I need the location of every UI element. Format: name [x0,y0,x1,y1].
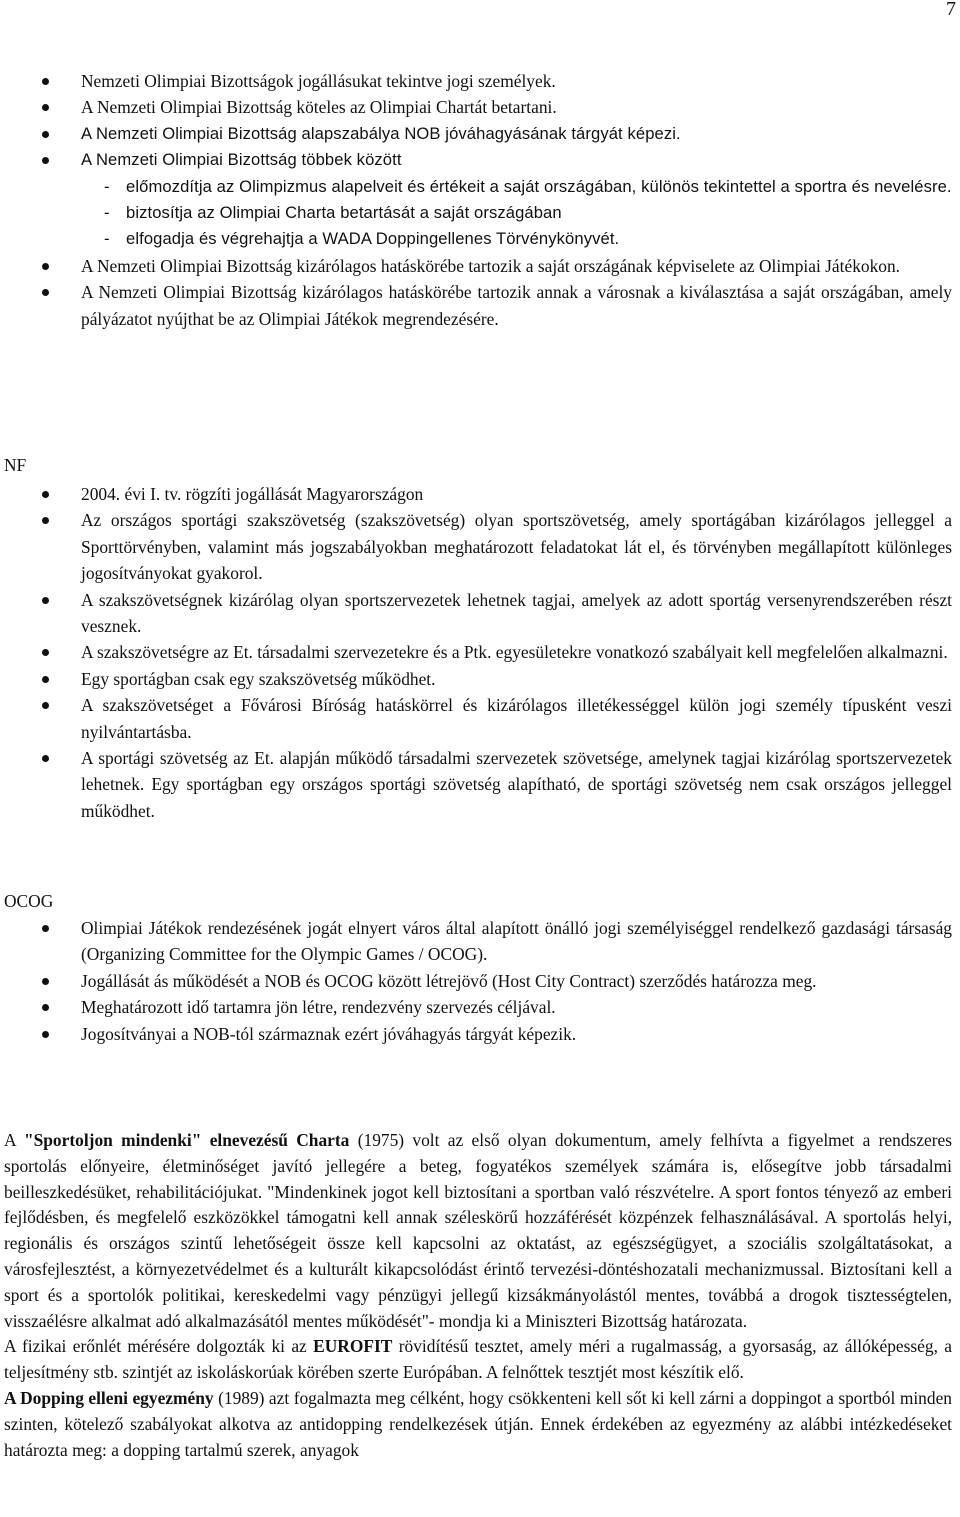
paragraph-bold: EUROFIT [313,1336,393,1357]
dash-marker: - [104,229,110,249]
section-label-nf: NF [4,455,27,475]
paragraph-text: A [4,1130,24,1150]
list-item: A Nemzeti Olimpiai Bizottság többek között [0,147,956,173]
list-item: A szakszövetséget a Fővárosi Bíróság hatáskörrel és kizárólagos illetékességgel külön jogi személy típusként veszi nyilvántartásba. [0,692,956,745]
body-text [0,1128,956,1463]
list-item: A Nemzeti Olimpiai Bizottság kizárólagos hatáskörébe tartozik a saját országának képviselete az Olimpiai Játékokon. [0,253,956,279]
ocog-list [0,915,956,1047]
paragraph-text: (1989) azt fogalmazta meg célként, hogy csökkenteni kell sőt ki kell zárni a doppingot a sportból minden szinten, kötelező szabályokat alkotva az antidopping rendelkezések útján. Ennek érdekében az egyezmény az alábbi intézkedéseket határozta meg: a dopping tartalmú szerek, anyagok [4,1387,952,1460]
paragraph-bold: "Sportoljon mindenki" elnevezésű Charta [23,1130,350,1150]
paragraph-charta [0,1128,956,1334]
list-item: Nemzeti Olimpiai Bizottságok jogállásukat tekintve jogi személyek. [0,68,956,94]
list-item: A szakszövetségnek kizárólag olyan sportszervezetek lehetnek tagjai, amelyek az adott sportág versenyrendszerében részt vesznek. [0,587,956,640]
paragraph-text: A fizikai erőnlét mérésére dolgozták ki az [4,1336,314,1357]
paragraph-dopping [0,1386,956,1463]
list-item: Jogállását ás működését a NOB és OCOG között létrejövő (Host City Contract) szerződés határozza meg. [0,968,956,994]
list-item: 2004. évi I. tv. rögzíti jogállását Magyarországon [0,481,956,507]
list-item: A Nemzeti Olimpiai Bizottság kizárólagos hatáskörébe tartozik annak a városnak a kiválasztása a saját országában, amely pályázatot nyújthat be az Olimpiai Játékok megrendezésére. [0,279,956,332]
dash-marker: - [104,176,110,196]
sub-item [0,174,956,200]
sub-item-text: előmozdítja az Olimpizmus alapelveit és értékeit a saját országában, különös tekintettel a sportra és nevelésre. [126,176,952,196]
paragraph-eurofit [0,1334,956,1386]
nf-list [0,481,956,824]
list-item: Meghatározott idő tartamra jön létre, rendezvény szervezés céljával. [0,994,956,1020]
nob-list-2 [0,253,956,332]
sub-item-text: biztosítja az Olimpiai Charta betartását a saját országában [126,203,562,223]
sub-item-text: elfogadja és végrehajtja a WADA Doppingellenes Törvénykönyvét. [126,229,620,249]
section-label-ocog: OCOG [4,891,54,911]
nob-list [0,68,956,174]
list-item: Az országos sportági szakszövetség (szakszövetség) olyan sportszövetség, amely sportágában kizárólagos jelleggel a Sporttörvényben, valamint más jogszabályokban meghatározott feladatokat lát el, és törvényben megállapított különleges jogosítványokat gyakorol. [0,507,956,586]
paragraph-text: (1975) volt az első olyan dokumentum, amely felhívta a figyelmet a rendszeres sportolás előnyeire, életminőséget javító jellegére a beteg, fogyatékos személyek számára is, elősegítve jobb társadalmi beilleszkedésüket, rehabilitációjukat. "Mindenkinek jogot kell biztosítani a sportban való részvételre. A sport fontos tényező az emberi fejlődésben, és megfelelő eszközökkel támogatni kell annak széleskörű hozzáférését közpénzek felhasználásával. A sportolás helyi, regionális és országos szintű lehetőségeit össze kell kapcsolni az oktatást, az egészségügyet, a szociális szolgáltatásokat, a városfejlesztést, a környezetvédelmet és a kulturált kikapcsolódást érintő tervezési-döntéshozatali mechanizmussal. Biztosítani kell a sport és a sportolók politikai, kereskedelmi vagy pénzügyi jellegű kizsákmányolástól mentes, továbbá a drogok tisztességtelen, visszaélésre alkalmat adó alkalmazásától mentes működését"- mondja ki a Miniszteri Bizottság határozata. [4,1130,953,1331]
list-item: Olimpiai Játékok rendezésének jogát elnyert város által alapított önálló jogi személyiséggel rendelkező gazdasági társaság (Organizing Committee for the Olympic Games / OCOG). [0,915,956,968]
page-number: 7 [946,0,956,20]
paragraph-bold: A Dopping elleni egyezmény [4,1387,214,1408]
nf-section [0,481,956,824]
paragraph-text: rövidítésű tesztet, amely méri a rugalmasság, a gyorsaság, az állóképesség, a teljesítmény stb. szintjét az iskoláskorúak körében szerte Európában. A felnőttek tesztjét most készítik elő. [4,1336,952,1383]
sub-item [0,200,956,226]
nob-section [0,68,956,332]
list-item: Jogosítványai a NOB-tól származnak ezért jóváhagyás tárgyát képezik. [0,1021,956,1047]
list-item: A Nemzeti Olimpiai Bizottság köteles az Olimpiai Chartát betartani. [0,94,956,120]
list-item: Egy sportágban csak egy szakszövetség működhet. [0,666,956,692]
list-item: A Nemzeti Olimpiai Bizottság alapszabálya NOB jóváhagyásának tárgyát képezi. [0,121,956,147]
ocog-section [0,915,956,1047]
sub-item [0,226,956,252]
list-item: A sportági szövetség az Et. alapján működő társadalmi szervezetek szövetsége, amelynek tagjai kizárólag sportszervezetek lehetnek. Egy sportágban egy országos sportági szövetség alapítható, de sportági szövetség nem csak országos jelleggel működhet. [0,745,956,824]
list-item: A szakszövetségre az Et. társadalmi szervezetekre és a Ptk. egyesületekre vonatkozó szabályait kell megfelelően alkalmazni. [0,639,956,665]
dash-marker: - [104,203,110,223]
